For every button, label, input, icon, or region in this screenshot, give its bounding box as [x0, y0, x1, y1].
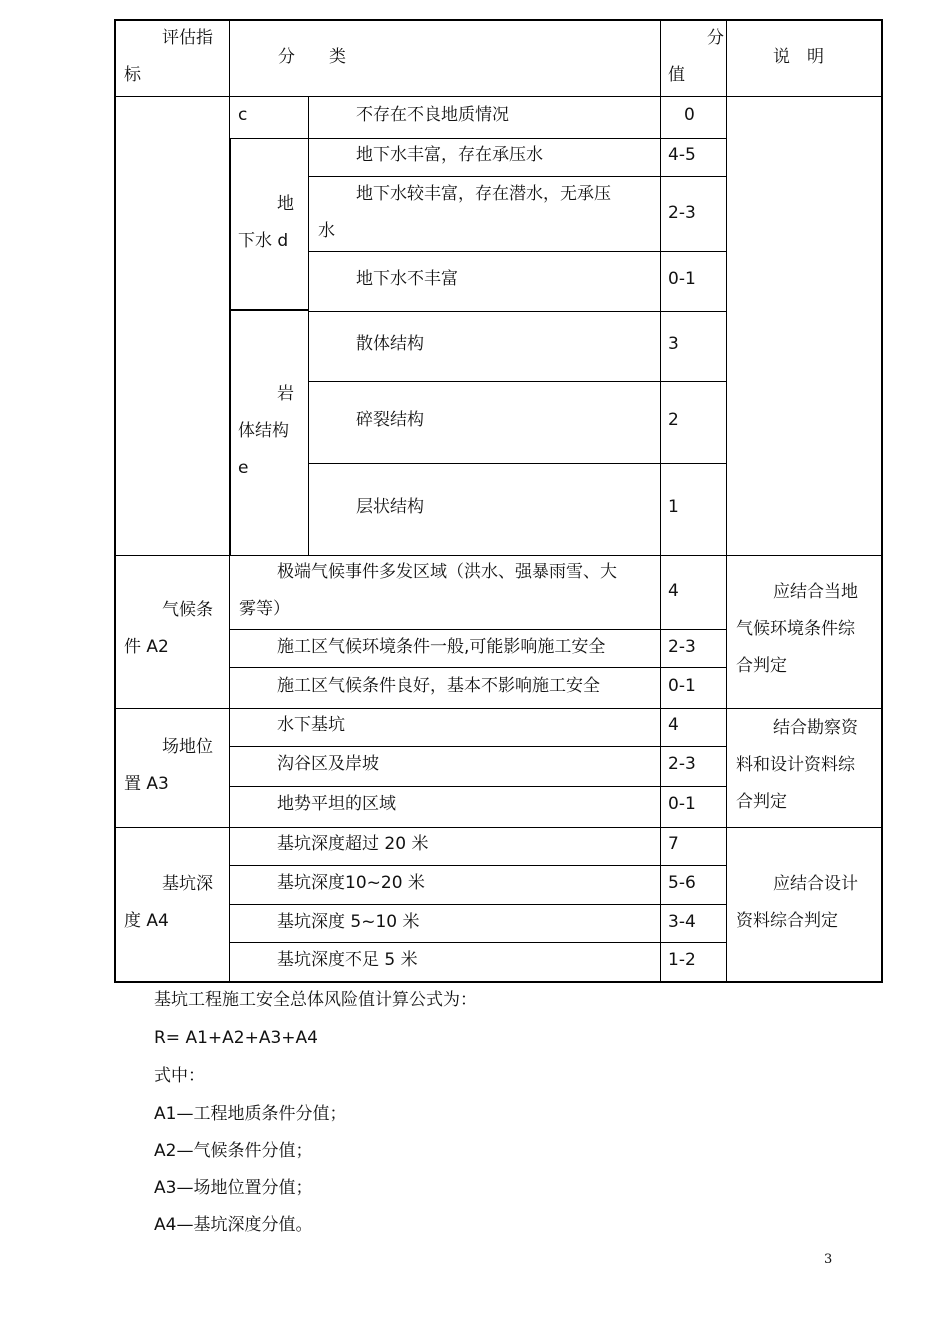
groundwater-row-2-text — [318, 176, 658, 250]
groundwater-row-3-text: 地下水不丰富 — [356, 269, 458, 289]
site-label-line2: 置 A3 — [124, 774, 169, 794]
rock-row-2-text: 碎裂结构 — [356, 410, 424, 430]
rule — [229, 309, 309, 311]
climate-row-1-text — [239, 554, 659, 628]
c-label: c — [238, 105, 248, 125]
climate-note-line1: 应结合当地 — [773, 582, 858, 602]
groundwater-row-2-score: 2-3 — [668, 203, 696, 223]
header-score — [668, 20, 726, 94]
depth-label-line1: 基坑深 — [162, 874, 213, 894]
groundwater-label — [238, 186, 308, 260]
rule — [308, 381, 726, 382]
c-score: 0 — [684, 105, 695, 125]
climate-row-3-score: 0-1 — [668, 676, 696, 696]
site-row-2-score: 2-3 — [668, 754, 696, 774]
header-note: 说 明 — [773, 47, 824, 67]
site-label — [124, 729, 228, 803]
climate-row-3-text: 施工区气候条件良好，基本不影响施工安全 — [277, 676, 600, 696]
climate-row-1-score: 4 — [668, 581, 679, 601]
depth-note — [736, 866, 880, 940]
rock-label-line3: e — [238, 458, 249, 478]
climate-note-line3: 合判定 — [736, 656, 787, 676]
climate-note — [736, 574, 880, 685]
groundwater-row-3-score: 0-1 — [668, 269, 696, 289]
definition-a1: A1—工程地质条件分值； — [154, 1104, 347, 1124]
rule — [114, 708, 883, 709]
table-border-right — [881, 19, 883, 983]
climate-label-line2: 件 A2 — [124, 637, 169, 657]
rule — [308, 463, 726, 464]
climate-note-line2: 气候环境条件综 — [736, 619, 855, 639]
depth-row-1-text: 基坑深度超过 20 米 — [277, 834, 429, 854]
depth-label-line2: 度 A4 — [124, 911, 169, 931]
rule — [308, 311, 726, 312]
rule — [308, 96, 309, 556]
header-score-line2: 值 — [668, 65, 685, 85]
depth-row-4-text: 基坑深度不足 5 米 — [277, 950, 418, 970]
depth-row-3-text: 基坑深度 5~10 米 — [277, 912, 420, 932]
groundwater-row-1-text: 地下水丰富，存在承压水 — [356, 145, 543, 165]
site-row-3-text: 地势平坦的区域 — [277, 794, 396, 814]
depth-row-2-text: 基坑深度10~20 米 — [277, 873, 425, 893]
header-indicator — [124, 20, 228, 94]
site-note-line2: 料和设计资料综 — [736, 755, 855, 775]
site-note-line3: 合判定 — [736, 792, 787, 812]
header-indicator-line1: 评估指 — [162, 28, 213, 48]
site-row-1-text: 水下基坑 — [277, 715, 345, 735]
site-row-2-text: 沟谷区及岸坡 — [277, 754, 379, 774]
rock-row-3-score: 1 — [668, 497, 679, 517]
rock-row-2-score: 2 — [668, 410, 679, 430]
depth-note-line1: 应结合设计 — [773, 874, 858, 894]
depth-row-2-score: 5-6 — [668, 873, 696, 893]
formula: R= A1+A2+A3+A4 — [154, 1028, 318, 1048]
header-indicator-line2: 标 — [124, 65, 141, 85]
definition-a3: A3—场地位置分值； — [154, 1178, 313, 1198]
rock-label-line1: 岩 — [277, 384, 294, 404]
header-score-line1: 分 — [707, 28, 724, 48]
depth-label — [124, 866, 228, 940]
rule — [308, 251, 726, 252]
header-category: 分 类 — [278, 47, 346, 67]
formula-intro: 基坑工程施工安全总体风险值计算公式为： — [154, 990, 477, 1010]
climate-row-2-score: 2-3 — [668, 637, 696, 657]
table-border-left — [114, 19, 116, 983]
rock-row-1-score: 3 — [668, 334, 679, 354]
depth-note-line2: 资料综合判定 — [736, 911, 838, 931]
climate-label — [124, 592, 228, 666]
site-label-line1: 场地位 — [162, 737, 213, 757]
groundwater-label-line2: 下水 d — [238, 231, 289, 251]
rock-label — [238, 376, 308, 487]
depth-row-1-score: 7 — [668, 834, 679, 854]
site-row-1-score: 4 — [668, 715, 679, 735]
depth-row-3-score: 3-4 — [668, 912, 696, 932]
rule — [726, 19, 727, 982]
definition-a2: A2—气候条件分值； — [154, 1141, 313, 1161]
definition-a4: A4—基坑深度分值。 — [154, 1215, 313, 1235]
groundwater-row-2-line1: 地下水较丰富，存在潜水，无承压 — [356, 184, 611, 204]
rule — [229, 138, 231, 556]
climate-row-1-line2: 雾等） — [239, 599, 290, 619]
depth-row-4-score: 1-2 — [668, 950, 696, 970]
climate-row-2-text: 施工区气候环境条件一般,可能影响施工安全 — [277, 637, 606, 657]
c-text: 不存在不良地质情况 — [356, 105, 509, 125]
rock-row-3-text: 层状结构 — [356, 497, 424, 517]
groundwater-row-1-score: 4-5 — [668, 145, 696, 165]
site-note — [736, 710, 880, 821]
page-number: 3 — [824, 1252, 833, 1267]
climate-label-line1: 气候条 — [162, 600, 213, 620]
rule — [660, 19, 661, 982]
groundwater-label-line1: 地 — [277, 194, 294, 214]
site-note-line1: 结合勘察资 — [773, 718, 858, 738]
site-row-3-score: 0-1 — [668, 794, 696, 814]
climate-row-1-line1: 极端气候事件多发区域（洪水、强暴雨雪、大 — [277, 562, 617, 582]
rock-label-line2: 体结构 — [238, 421, 289, 441]
groundwater-row-2-line2: 水 — [318, 221, 335, 241]
rule — [114, 827, 883, 828]
formula-where: 式中： — [154, 1066, 205, 1086]
rock-row-1-text: 散体结构 — [356, 334, 424, 354]
